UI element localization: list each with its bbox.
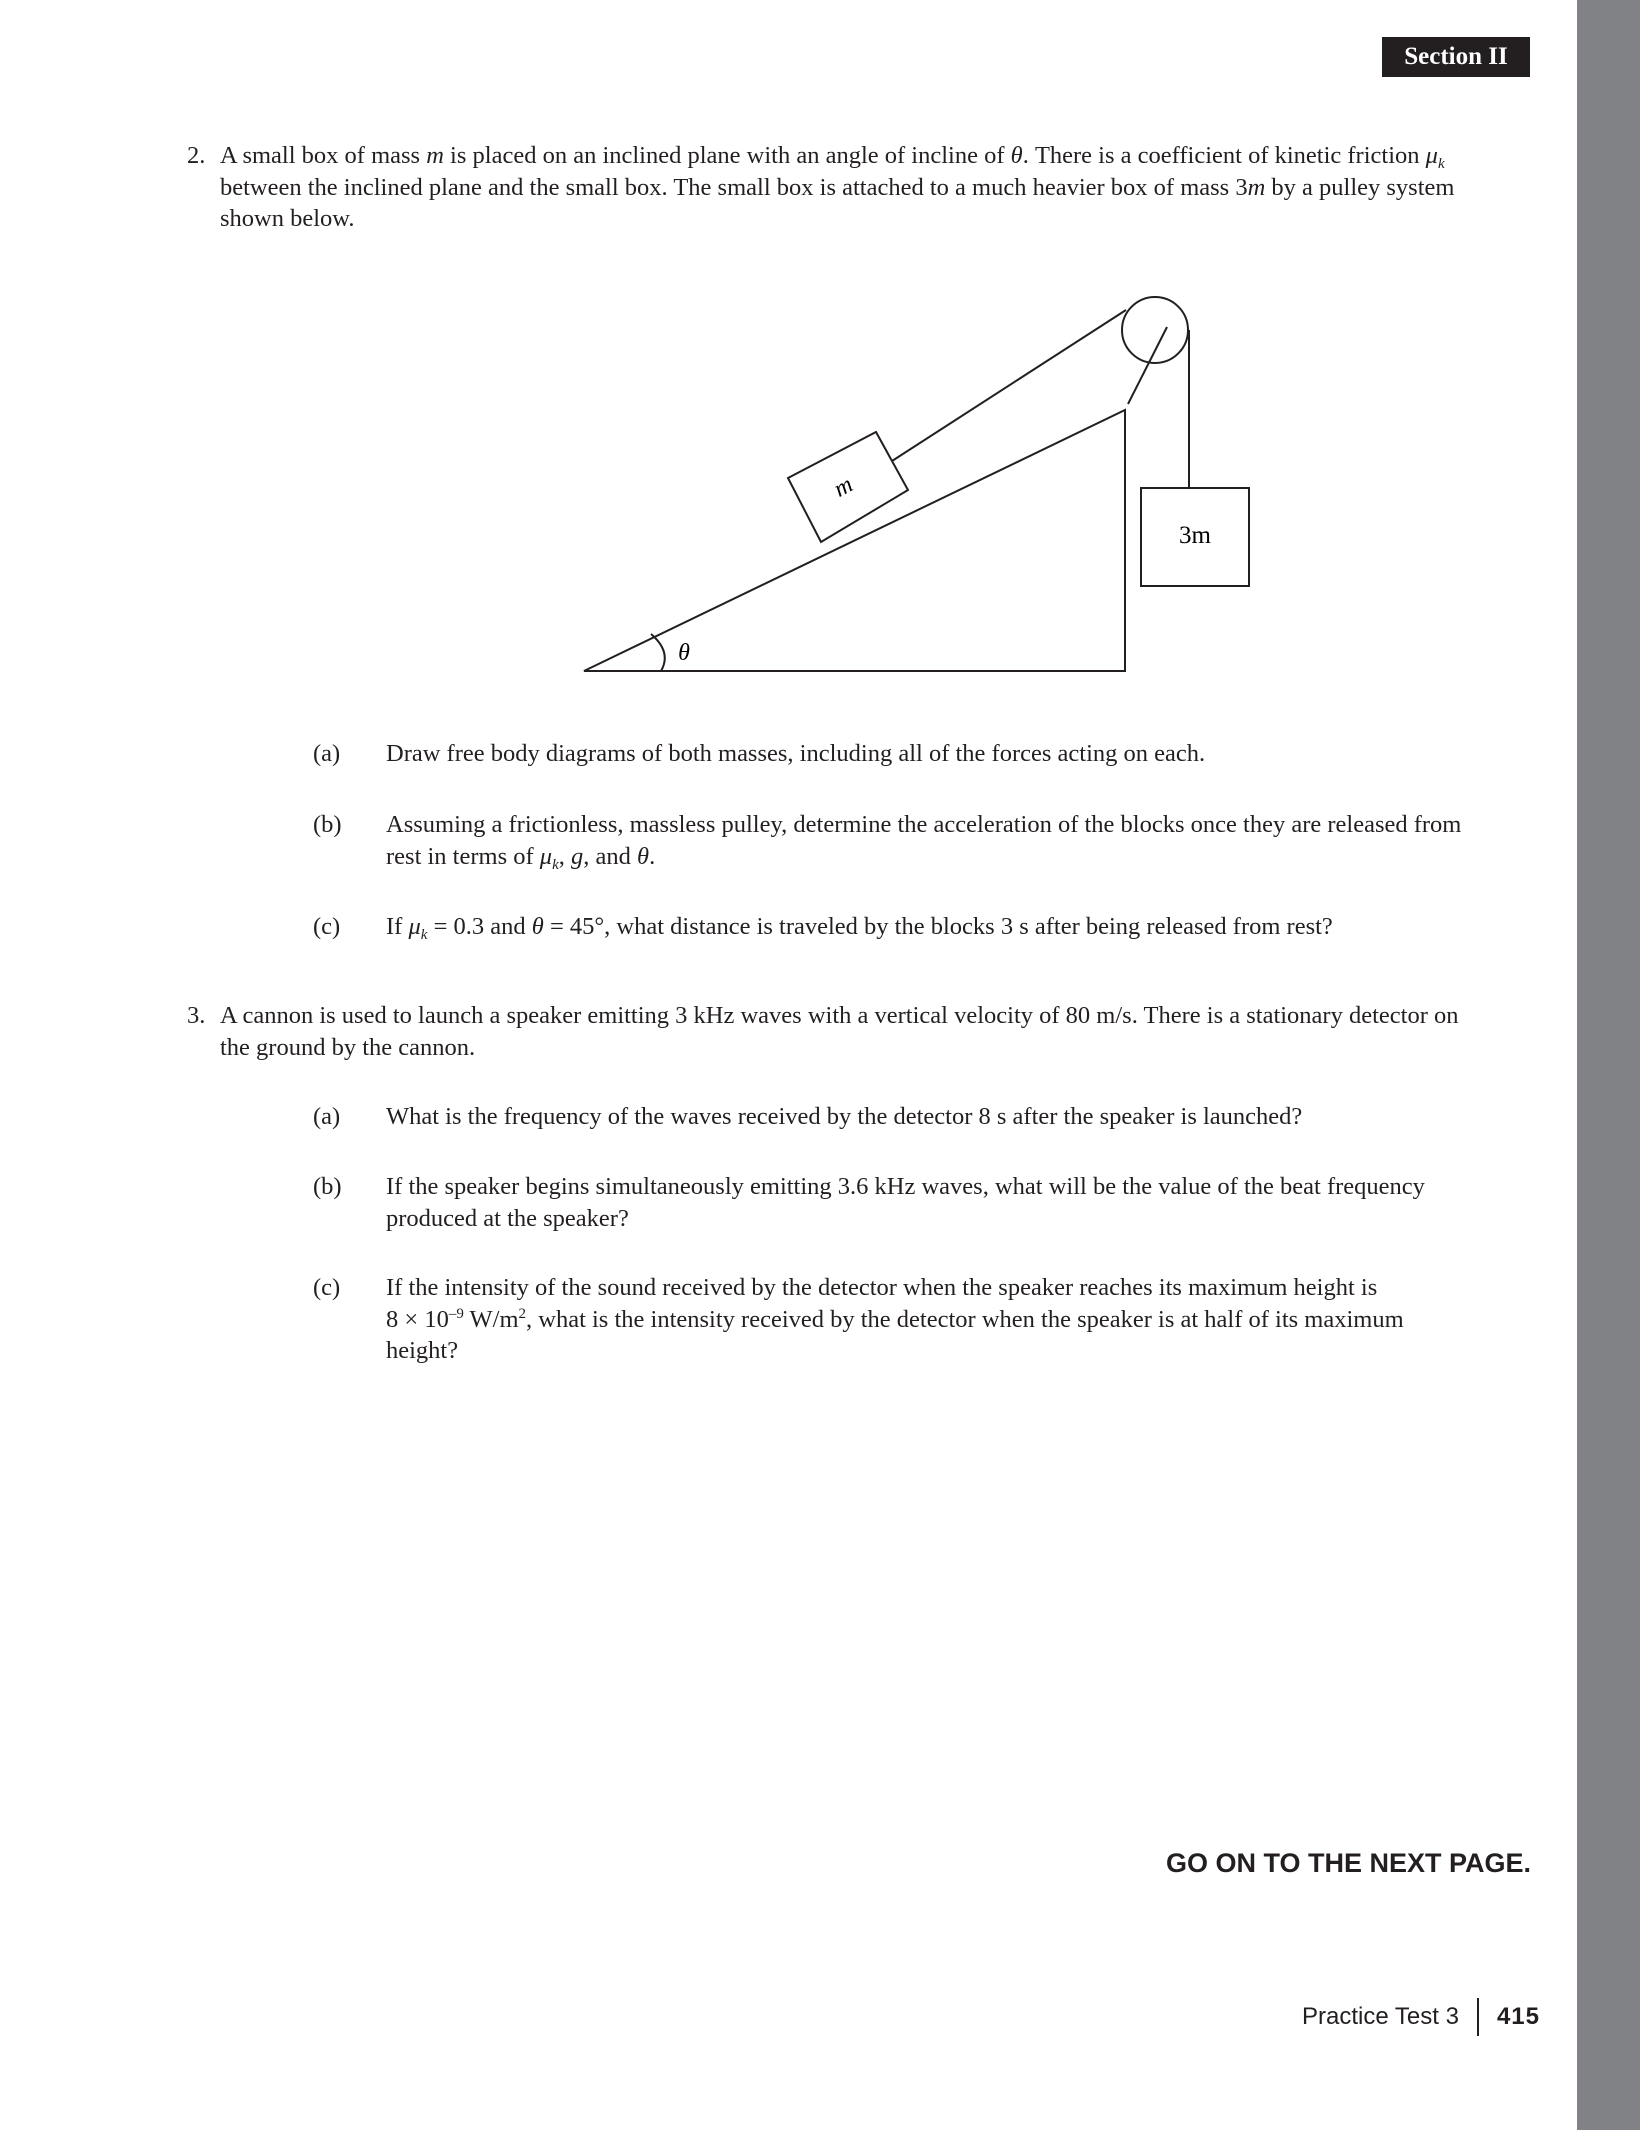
test-name: Practice Test 3 (1301, 2003, 1459, 2030)
text-run: height? (386, 1337, 459, 1364)
text-run: A small box of mass (220, 142, 427, 169)
question-number: 2. (187, 142, 206, 169)
part-label: (b) (313, 811, 342, 838)
text-line (386, 1304, 1531, 1336)
question-3 (0, 1000, 1560, 1400)
text-run: . (649, 842, 656, 870)
text-run: If the intensity of the sound received by the detector when the speaker reaches its maximum height is (386, 1274, 1378, 1301)
text-line (386, 1272, 1531, 1304)
go-on-notice: GO ON TO THE NEXT PAGE. (1165, 1848, 1531, 1878)
section-label: Section II (1404, 43, 1508, 70)
text-line (386, 1203, 1531, 1235)
large-mass-label: 3m (1179, 522, 1211, 549)
text-run: μ (408, 913, 421, 940)
text-run: –9 (448, 1305, 464, 1322)
text-run: If the speaker begins simultaneously emitting 3.6 kHz waves, what will be the value of the beat frequency (386, 1173, 1425, 1200)
text-line (220, 1032, 1530, 1064)
text-run: . There is a coefficient of kinetic friction (1022, 142, 1426, 169)
text-run: A cannon is used to launch a speaker emitting 3 kHz waves with a vertical velocity of 80 m/s. There is a stationary detector on (220, 1002, 1459, 1029)
text-run: shown below. (220, 205, 355, 232)
small-mass-label: m (829, 471, 858, 503)
text-run: Assuming a frictionless, massless pulley, determine the acceleration of the blocks once they are released from (386, 811, 1462, 838)
part-label: (c) (313, 1274, 341, 1301)
question-text (220, 1000, 1530, 1063)
pulley (1122, 297, 1188, 363)
text-run: is placed on an inclined plane with an angle of incline of (443, 142, 1011, 169)
text-run: by a pulley system (1265, 173, 1455, 201)
text-run: , what is the intensity received by the detector when the speaker is at half of its maximum (526, 1305, 1404, 1333)
text-run: μ (539, 842, 553, 870)
text-run: θ (531, 913, 544, 940)
text-run: rest in terms of (386, 842, 540, 870)
footer-divider (1477, 1998, 1479, 2036)
part-text (386, 1272, 1531, 1367)
text-run: , and (583, 842, 638, 870)
text-run: k (1437, 156, 1445, 172)
angle-arc (651, 634, 665, 671)
page-number: 415 (1496, 2003, 1540, 2030)
text-run: 8 × 10 (386, 1305, 449, 1333)
text-run: the ground by the cannon. (220, 1033, 476, 1061)
text-run: g (571, 842, 584, 870)
page-footer (1302, 1998, 1540, 2036)
text-run: If (386, 913, 409, 940)
text-line (386, 1171, 1531, 1203)
text-run: Draw free body diagrams of both masses, including all of the forces acting on each. (386, 740, 1206, 767)
text-line (386, 1335, 1531, 1367)
question-number: 3. (187, 1002, 206, 1029)
text-run: m (1247, 173, 1266, 201)
part-text (386, 1171, 1531, 1234)
rope-incline (892, 310, 1126, 461)
text-line (386, 1101, 1531, 1133)
text-run: k (552, 856, 559, 873)
text-line (220, 1000, 1530, 1032)
text-run: produced at the speaker? (386, 1204, 629, 1232)
text-run: m (426, 142, 444, 169)
text-run: What is the frequency of the waves received by the detector 8 s after the speaker is launched? (386, 1103, 1303, 1130)
part-label: (a) (313, 740, 341, 767)
text-run: between the inclined plane and the small box. The small box is attached to a much heavier box of mass 3 (220, 173, 1248, 201)
part-label: (a) (313, 1103, 341, 1130)
text-run: = 0.3 and (427, 913, 532, 940)
text-run: k (420, 927, 428, 943)
text-run: W/m (463, 1305, 519, 1333)
part-label: (b) (313, 1173, 342, 1200)
text-run: 2 (518, 1305, 526, 1322)
angle-label: θ (678, 640, 690, 666)
part-text (386, 1101, 1531, 1133)
text-run: θ (1010, 142, 1023, 169)
text-run: μ (1425, 142, 1438, 169)
part-label: (c) (313, 913, 341, 940)
text-run: , (558, 842, 572, 870)
text-run: θ (637, 842, 650, 870)
text-run: = 45°, what distance is traveled by the blocks 3 s after being released from rest? (543, 913, 1333, 940)
